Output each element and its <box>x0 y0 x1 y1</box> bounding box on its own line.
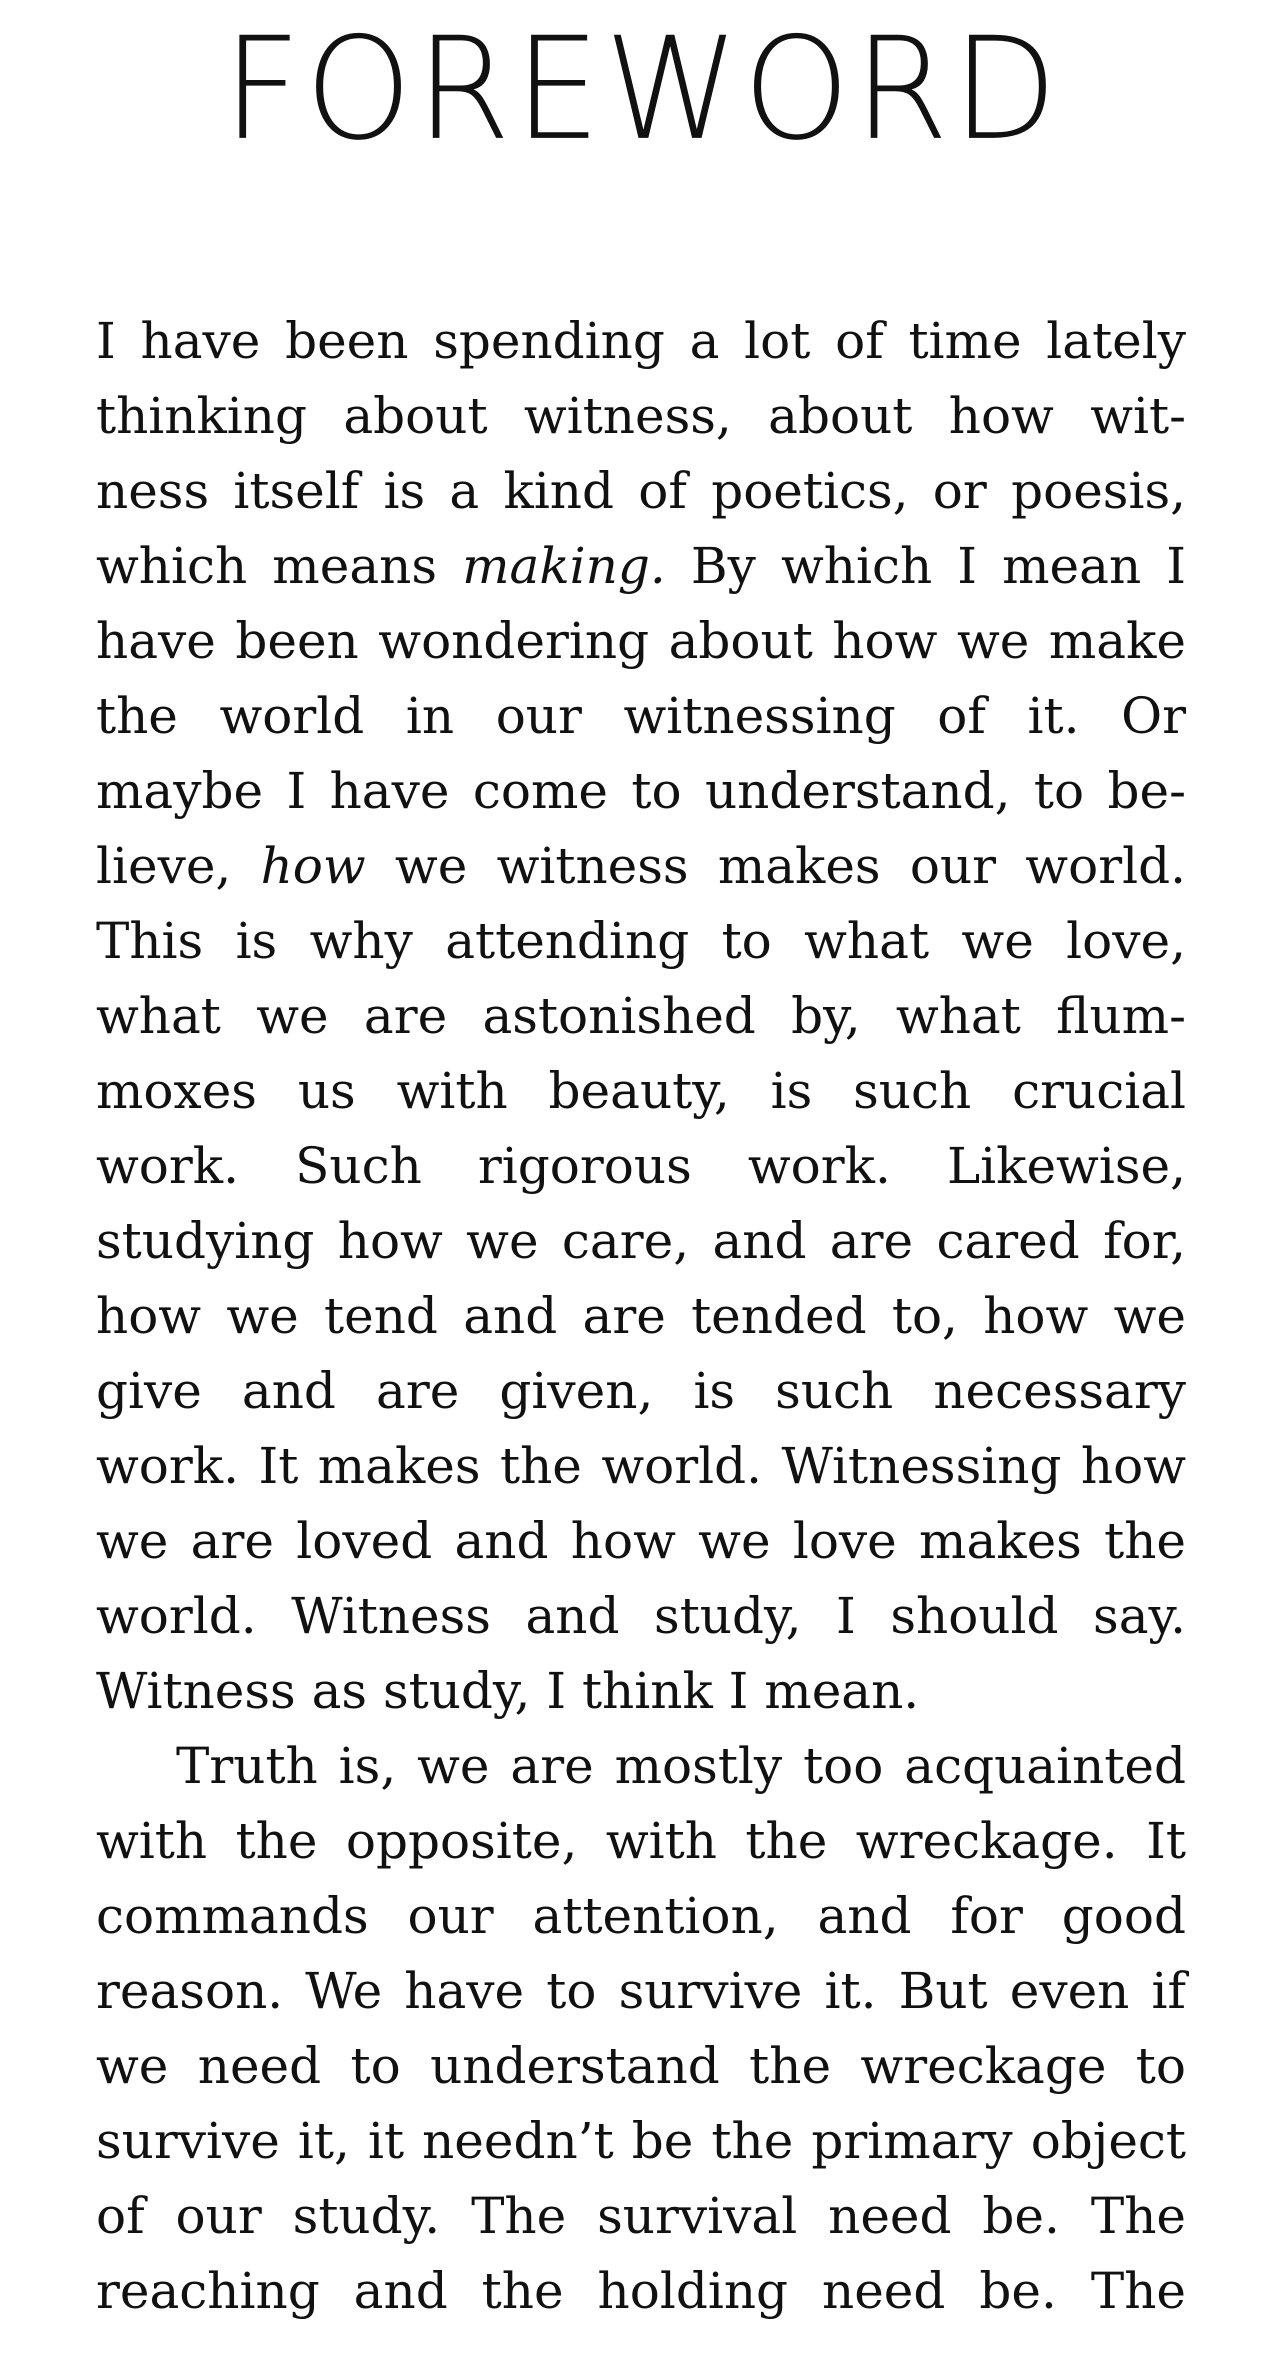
text-line: give and are given, is such necessary <box>96 1362 1186 1420</box>
text-line: thinking about witness, about how wit- <box>96 387 1186 445</box>
text-line: reason. We have to survive it. But even if <box>96 1962 1186 2020</box>
text-line: what we are astonished by, what flum- <box>96 987 1186 1045</box>
text-line: commands our attention, and for good <box>96 1887 1186 1945</box>
emphasis-making: making. <box>462 537 666 595</box>
text-line: with the opposite, with the wreckage. It <box>96 1812 1186 1870</box>
text-line: lieve, how we witness makes our world. <box>96 837 1186 895</box>
text-line: world. Witness and study, I should say. <box>96 1587 1186 1645</box>
text-line: I have been spending a lot of time lately <box>96 312 1186 370</box>
foreword-text <box>96 304 1186 2329</box>
text-line: the world in our witnessing of it. Or <box>96 687 1186 745</box>
text-line: work. It makes the world. Witnessing how <box>96 1437 1186 1495</box>
chapter-title: FOREWORD <box>222 7 1062 173</box>
text-line: This is why attending to what we love, <box>96 912 1186 970</box>
text-line: moxes us with beauty, is such crucial <box>96 1062 1186 1120</box>
text-line: survive it, it needn’t be the primary object <box>96 2112 1186 2170</box>
text-line: reaching and the holding need be. The <box>96 2262 1186 2320</box>
text-line: of our study. The survival need be. The <box>96 2187 1186 2245</box>
text-line: we are loved and how we love makes the <box>96 1512 1186 1570</box>
paragraph-1 <box>96 304 1186 1729</box>
paragraph-2 <box>96 1729 1186 2329</box>
text-line: work. Such rigorous work. Likewise, <box>96 1137 1186 1195</box>
text-line: which means making. By which I mean I <box>96 537 1187 595</box>
text-line: ness itself is a kind of poetics, or poesis, <box>96 462 1186 520</box>
text-line: we need to understand the wreckage to <box>96 2037 1186 2095</box>
text-line: Truth is, we are mostly too acquainted <box>176 1737 1186 1795</box>
text-line: studying how we care, and are cared for, <box>96 1212 1186 1270</box>
text-line: Witness as study, I think I mean. <box>96 1662 920 1720</box>
text-line: how we tend and are tended to, how we <box>96 1287 1186 1345</box>
text-line: maybe I have come to understand, to be- <box>96 762 1186 820</box>
emphasis-how: how <box>260 837 366 895</box>
text-line: have been wondering about how we make <box>96 612 1186 670</box>
